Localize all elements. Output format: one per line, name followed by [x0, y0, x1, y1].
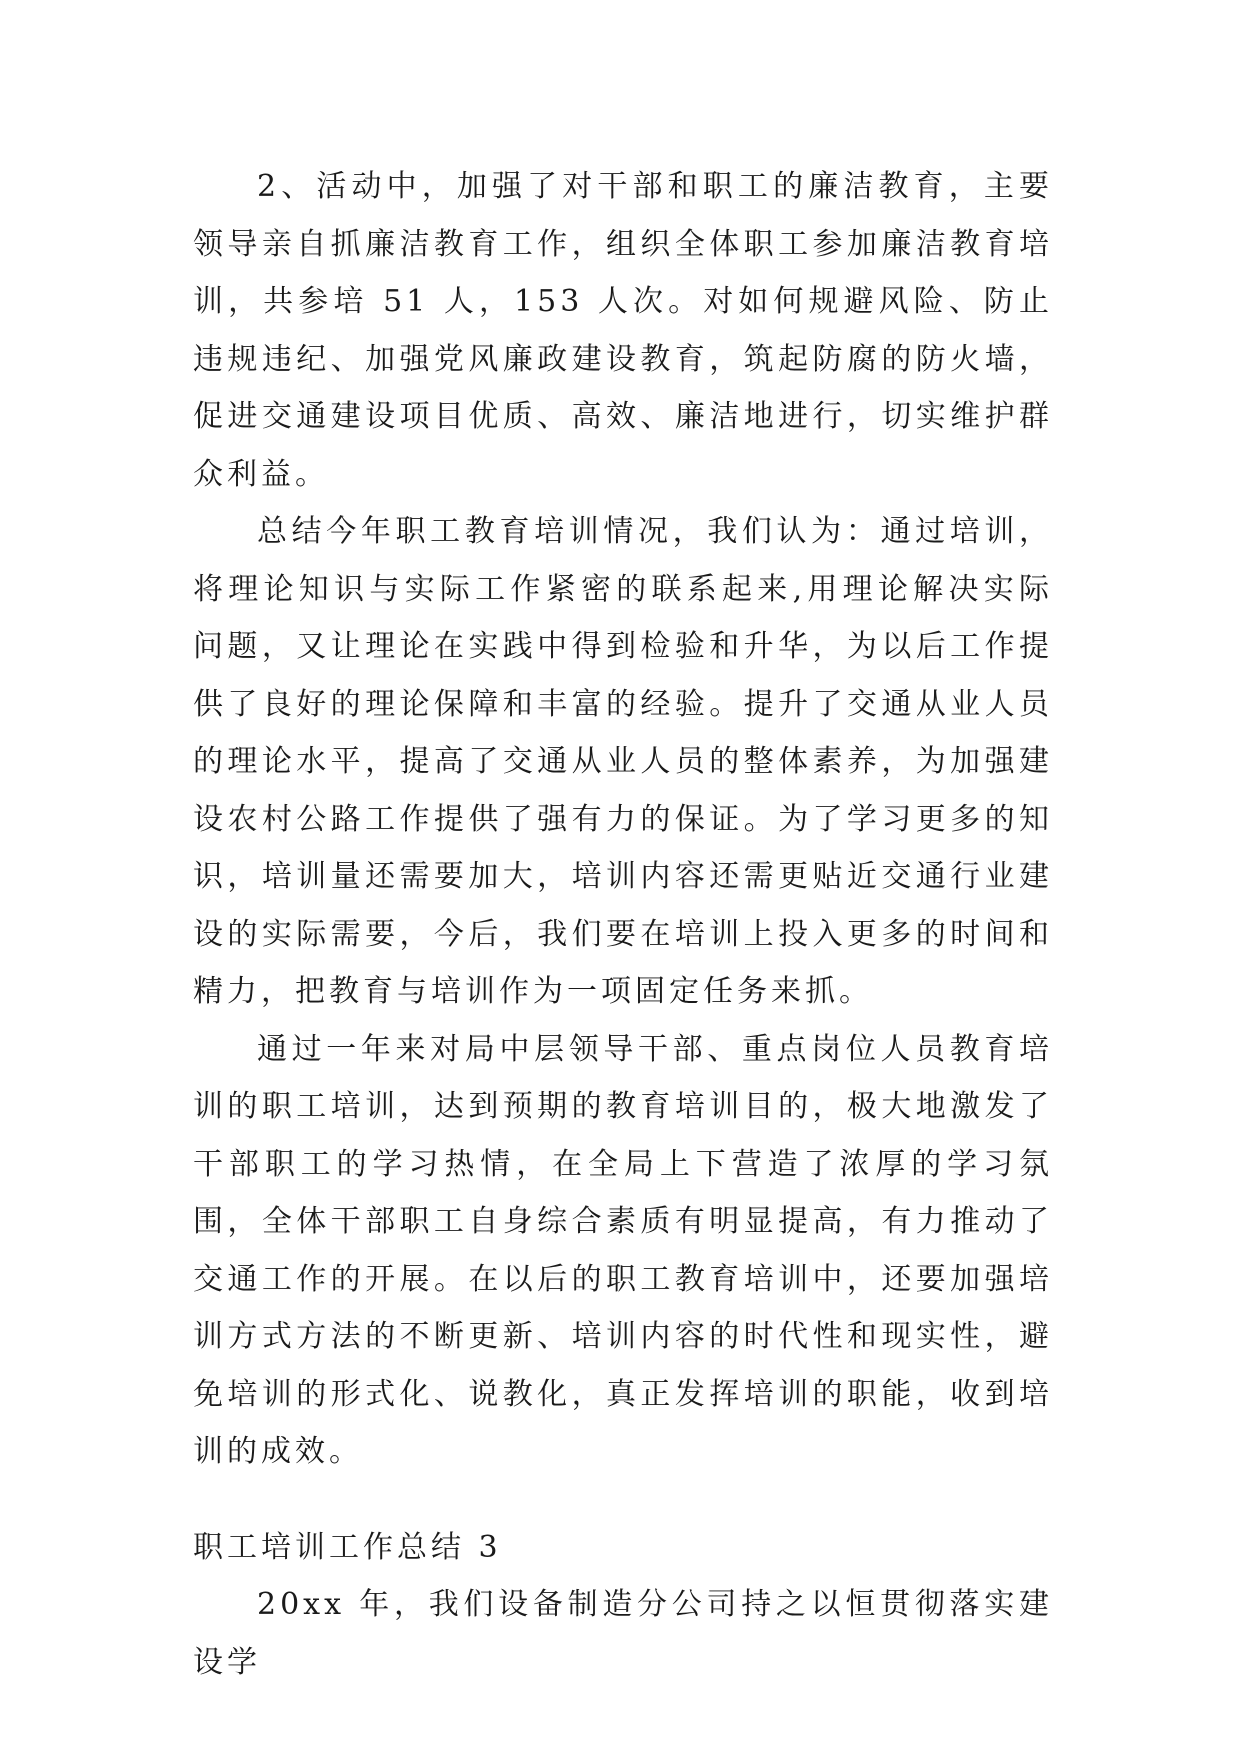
paragraph-section-3-intro: 20xx 年，我们设备制造分公司持之以恒贯彻落实建设学	[193, 1587, 1053, 1680]
document-body	[193, 158, 1053, 1691]
paragraph-training-summary: 总结今年职工教育培训情况，我们认为：通过培训，将理论知识与实际工作紧密的联系起来,用理论解决实际问题，又让理论在实践中得到检验和升华，为以后工作提供了良好的理论保障和丰富的经验。提升了交通从业人员的理论水平，提高了交通从业人员的整体素养，为加强建设农村公路工作提供了强有力的保证。为了学习更多的知识，培训量还需要加大，培训内容还需更贴近交通行业建设的实际需要，今后，我们要在培训上投入更多的时间和精力，把教育与培训作为一项固定任务来抓。	[193, 514, 1053, 1009]
section-heading: 职工培训工作总结 3	[193, 1529, 502, 1565]
paragraph-training-results: 通过一年来对局中层领导干部、重点岗位人员教育培训的职工培训，达到预期的教育培训目的，极大地激发了干部职工的学习热情，在全局上下营造了浓厚的学习氛围，全体干部职工自身综合素质有明显提高，有力推动了交通工作的开展。在以后的职工教育培训中，还要加强培训方式方法的不断更新、培训内容的时代性和现实性，避免培训的形式化、说教化，真正发挥培训的职能，收到培训的成效。	[193, 1031, 1053, 1469]
paragraph-integrity-education: 2、活动中，加强了对干部和职工的廉洁教育，主要领导亲自抓廉洁教育工作，组织全体职工参加廉洁教育培训，共参培 51 人，153 人次。对如何规避风险、防止违规违纪、加强党风廉政建设教育，筑起防腐的防火墙，促进交通建设项目优质、高效、廉洁地进行，切实维护群众利益。	[193, 169, 1053, 492]
